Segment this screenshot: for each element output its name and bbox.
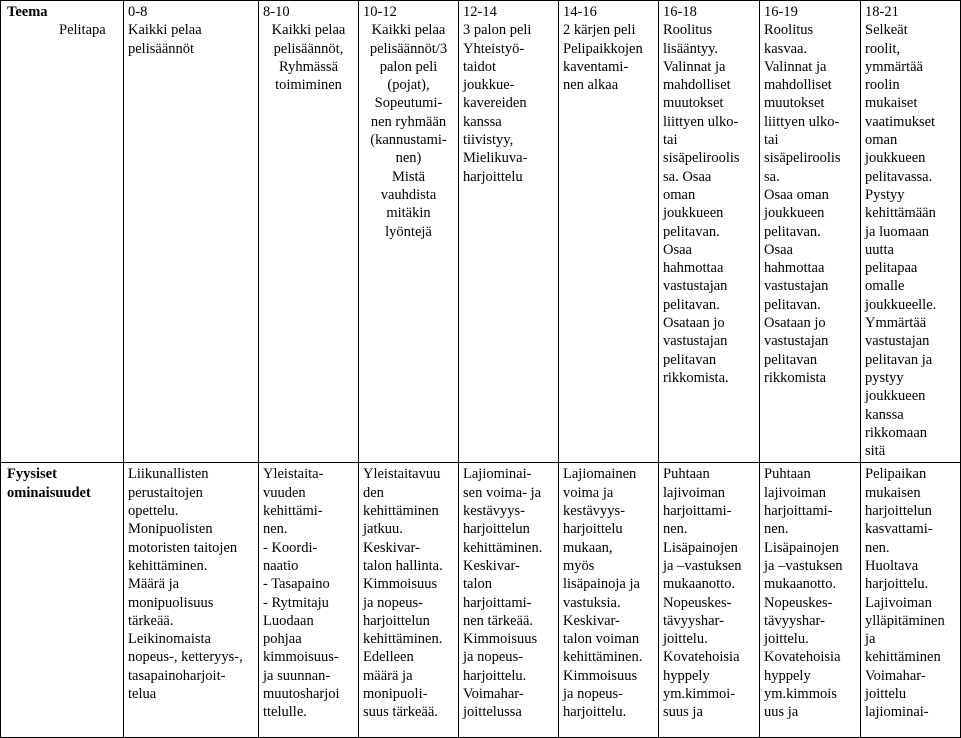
physical-cell-12-14: Lajiominai- sen voima- ja kestävyys- harjoittelun kehittäminen. Keskivar- talon harjoittami- nen tärkeää. Kimmoisuus ja nopeus- harjoittelu. Voimahar- joittelussa [459,463,559,738]
cell-text: 3 palon peli Yhteistyö- taidot joukkue- kavereiden kanssa tiivistyy, Mielikuva- harjoittelu [463,22,532,185]
age-header: 16-18 [663,4,697,20]
age-header: 12-14 [463,4,497,20]
physical-cell-8-10: Yleistaita- vuuden kehittämi- nen. - Koordi- naatio - Tasapaino - Rytmitaju Luodaan pohjaa kimmoisuus- ja suunnan- muutosharjoi ttelulle. [259,463,359,738]
physical-cell-10-12: Yleistaitavuu den kehittäminen jatkuu. Keskivar- talon hallinta. Kimmoisuus ja nopeus- harjoittelun kehittäminen. Edelleen määrä ja monipuoli- suus tärkeää. [359,463,459,738]
theme-label: Teema [7,4,48,20]
playing-style-row [1,1,961,463]
cell-text: Roolitus kasvaa. Valinnat ja mahdolliset muutokset liittyen ulko- tai sisäpeliroolis sa. Osaa oman joukkueen pelitavan. Osaa hahmottaa vastustajan pelitavan. Osataan jo vastustajan pelitavan rikkomista [764,22,841,386]
physical-cell-16-19: Puhtaan lajivoiman harjoittami- nen. Lisäpainojen ja –vastuksen mukaanotto. Nopeuskes- tävyyshar- joittelu. Kovatehoisia hyppely ym.kimmois uus ja [760,463,861,738]
age-header: 8-10 [263,4,290,20]
cell-text: Kaikki pelaa pelisäännöt, Ryhmässä toimiminen [271,22,346,94]
age-header: 10-12 [363,4,397,20]
cell-age-8-10 [259,1,359,463]
theme-header-cell [1,1,124,463]
cell-age-16-18 [659,1,760,463]
cell-age-10-12 [359,1,459,463]
cell-age-16-19 [760,1,861,463]
cell-text: Roolitus lisääntyy. Valinnat ja mahdolliset muutokset liittyen ulko- tai sisäpeliroolis sa. Osaa oman joukkueen pelitavan. Osaa hahmottaa vastustajan pelitavan. Osataan jo vastustajan pelitavan rikkomista. [663,22,740,386]
physical-cell-16-18: Puhtaan lajivoiman harjoittami- nen. Lisäpainojen ja –vastuksen mukaanotto. Nopeuskes- tävyyshar- joittelu. Kovatehoisia hyppely ym.kimmoi- suus ja [659,463,760,738]
cell-text: 2 kärjen peli Pelipaikkojen kaventami- nen alkaa [563,22,643,94]
physical-attributes-row [1,463,961,738]
cell-age-12-14 [459,1,559,463]
age-header: 18-21 [865,4,899,20]
age-header: 16-19 [764,4,798,20]
physical-cell-0-8: Liikunallisten perustaitojen opettelu. Monipuolisten motoristen taitojen kehittäminen. Määrä ja monipuolisuus tärkeää. Leikinomaista nopeus-, ketteryys-, tasapainoharjoit- telua [124,463,259,738]
cell-text: Selkeät roolit, ymmärtää roolin mukaiset vaatimukset oman joukkueen pelitavassa. Pystyy kehittämään ja luomaan uutta pelitapaa omalle joukkueelle. Ymmärtää vastustajan pelitavan ja pystyy joukkueen kanssa rikkomaan sitä [865,22,937,460]
physical-cell-14-16: Lajiomainen voima ja kestävyys- harjoittelu mukaan, myös lisäpainoja ja vastuksia. Keskivar- talon voiman kehittäminen. Kimmoisuus ja nopeus- harjoittelu. [559,463,659,738]
physical-cell-18-21: Pelipaikan mukaisen harjoittelun kasvattami- nen. Huoltava harjoittelu. Lajivoiman ylläpitäminen ja kehittäminen Voimahar- joittelu lajiominai- [861,463,961,738]
cell-text: Kaikki pelaa pelisäännöt/3 palon peli (pojat), Sopeutumi- nen ryhmään (kannustami- nen) Mistä vauhdista mitäkin lyöntejä [369,22,448,240]
cell-age-0-8 [124,1,259,463]
playing-style-label: Pelitapa [59,22,106,39]
cell-age-18-21 [861,1,961,463]
physical-attributes-label: Fyysiset ominaisuudet [1,463,124,738]
cell-age-14-16 [559,1,659,463]
cell-text: Kaikki pelaa pelisäännöt [128,22,202,57]
age-header: 0-8 [128,4,148,20]
age-header: 14-16 [563,4,597,20]
